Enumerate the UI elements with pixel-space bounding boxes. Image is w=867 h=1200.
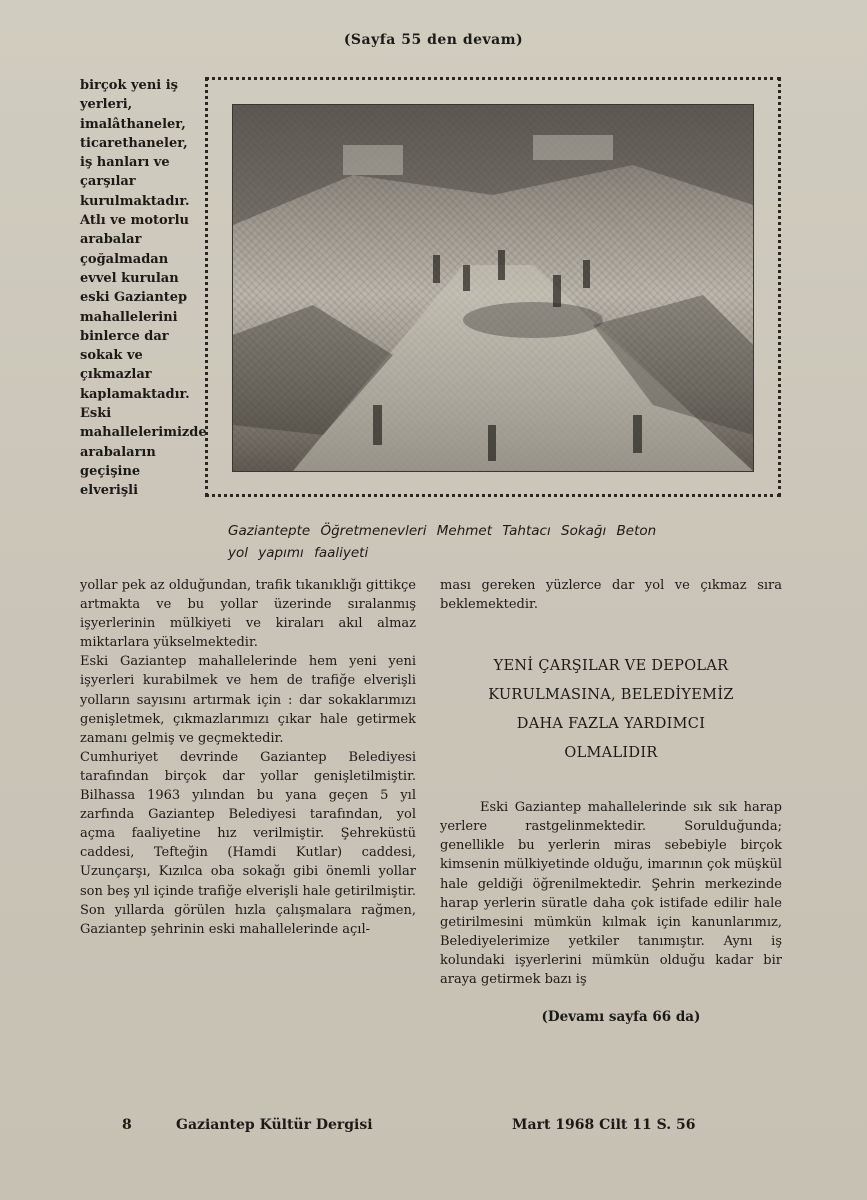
heading-line: YENİ ÇARŞILAR VE DEPOLAR [493,658,729,675]
right-column-body: Eski Gaziantep mahallelerinde sık sık harap yerlere rastgelinmektedir. Sorulduğunda; genellikle bu yerlerin miras sebebiyle birçok kimsenin mülkiyetinde olduğu, imarının çok müşkül hale geldiği öğrenilmektedir. Şehrin merkezinde harap yerlerin süratle daha çok istifade edilir hale getirilmesini mümkün kılmak için kanunlarımız, Belediyelerimize yetkiler tanımıştır. Aynı iş kolundaki işyerlerini mümkün olduğu kadar bir araya getirmek bazı iş [440,800,782,988]
wrap-column-text: birçok yeni iş yerleri, imalâthaneler, ticarethaneler, iş hanları ve çarşılar kurulmaktadır. Atlı ve motorlu arabalar çoğalmadan evvel kurulan eski Gaziantep mahallelerini binlerce dar sokak ve çıkmazlar kaplamaktadır. Eski mahallelerimizde arabaların geçişine elverişli [80,78,207,499]
heading-line: KURULMASINA, BELEDİYEMİZ [488,687,734,704]
photo-scene-drawing [233,105,753,471]
road-construction-photo [232,104,754,472]
continued-to-note: (Devamı sayfa 66 da) [541,1009,701,1026]
right-column [440,576,782,1025]
right-column-intro: ması gereken yüzlerce dar yol ve çıkmaz sıra beklemektedir. [440,578,782,613]
footer-publication: Gaziantep Kültür Dergisi [176,1117,373,1133]
heading-line: OLMALIDIR [564,745,658,762]
photo-caption: Gaziantepte Öğretmenevleri Mehmet Tahtacı Sokağı Beton yol yapımı faaliyeti [228,523,657,561]
continued-from-note: (Sayfa 55 den devam) [343,32,524,48]
heading-line: DAHA FAZLA YARDIMCI [516,716,706,733]
footer-page-number: 8 [122,1117,132,1133]
footer-issue: Mart 1968 Cilt 11 S. 56 [512,1117,696,1133]
left-column-text: yollar pek az olduğundan, trafik tıkanıklığı gittikçe artmakta ve bu yollar üzerinde sıralanmış işyerlerinin mülkiyeti ve kiraları akıl almaz miktarlara yükselmektedir. Eski Gaziantep mahallelerinde hem yeni yeni işyerleri kurabilmek ve hem de trafiğe elverişli yolların sayısını artırmak için : dar sokaklarımızı genişletmek, çıkmazlarımızı çıkar hale getirmek zamanı gelmiş ve geçmektedir. Cumhuriyet devrinde Gaziantep Belediyesi tarafından birçok dar yollar genişletilmiştir. Bilhassa 1963 yılından bu yana geçen 5 yıl zarfında Gaziantep Belediyesi tarafından, yol açma faaliyetine hız verilmiştir. Şehreküstü caddesi, Tefteğin (Hamdi Kutlar) caddesi, Uzunçarşı, Kızılca oba sokağı gibi önemli yollar son beş yıl içinde trafiğe elverişli hale getirilmiştir. Son yıllarda görülen hızla çalışmalara rağmen, Gaziantep şehrinin eski mahallelerinde açıl- [80,578,416,937]
section-heading [440,652,782,768]
